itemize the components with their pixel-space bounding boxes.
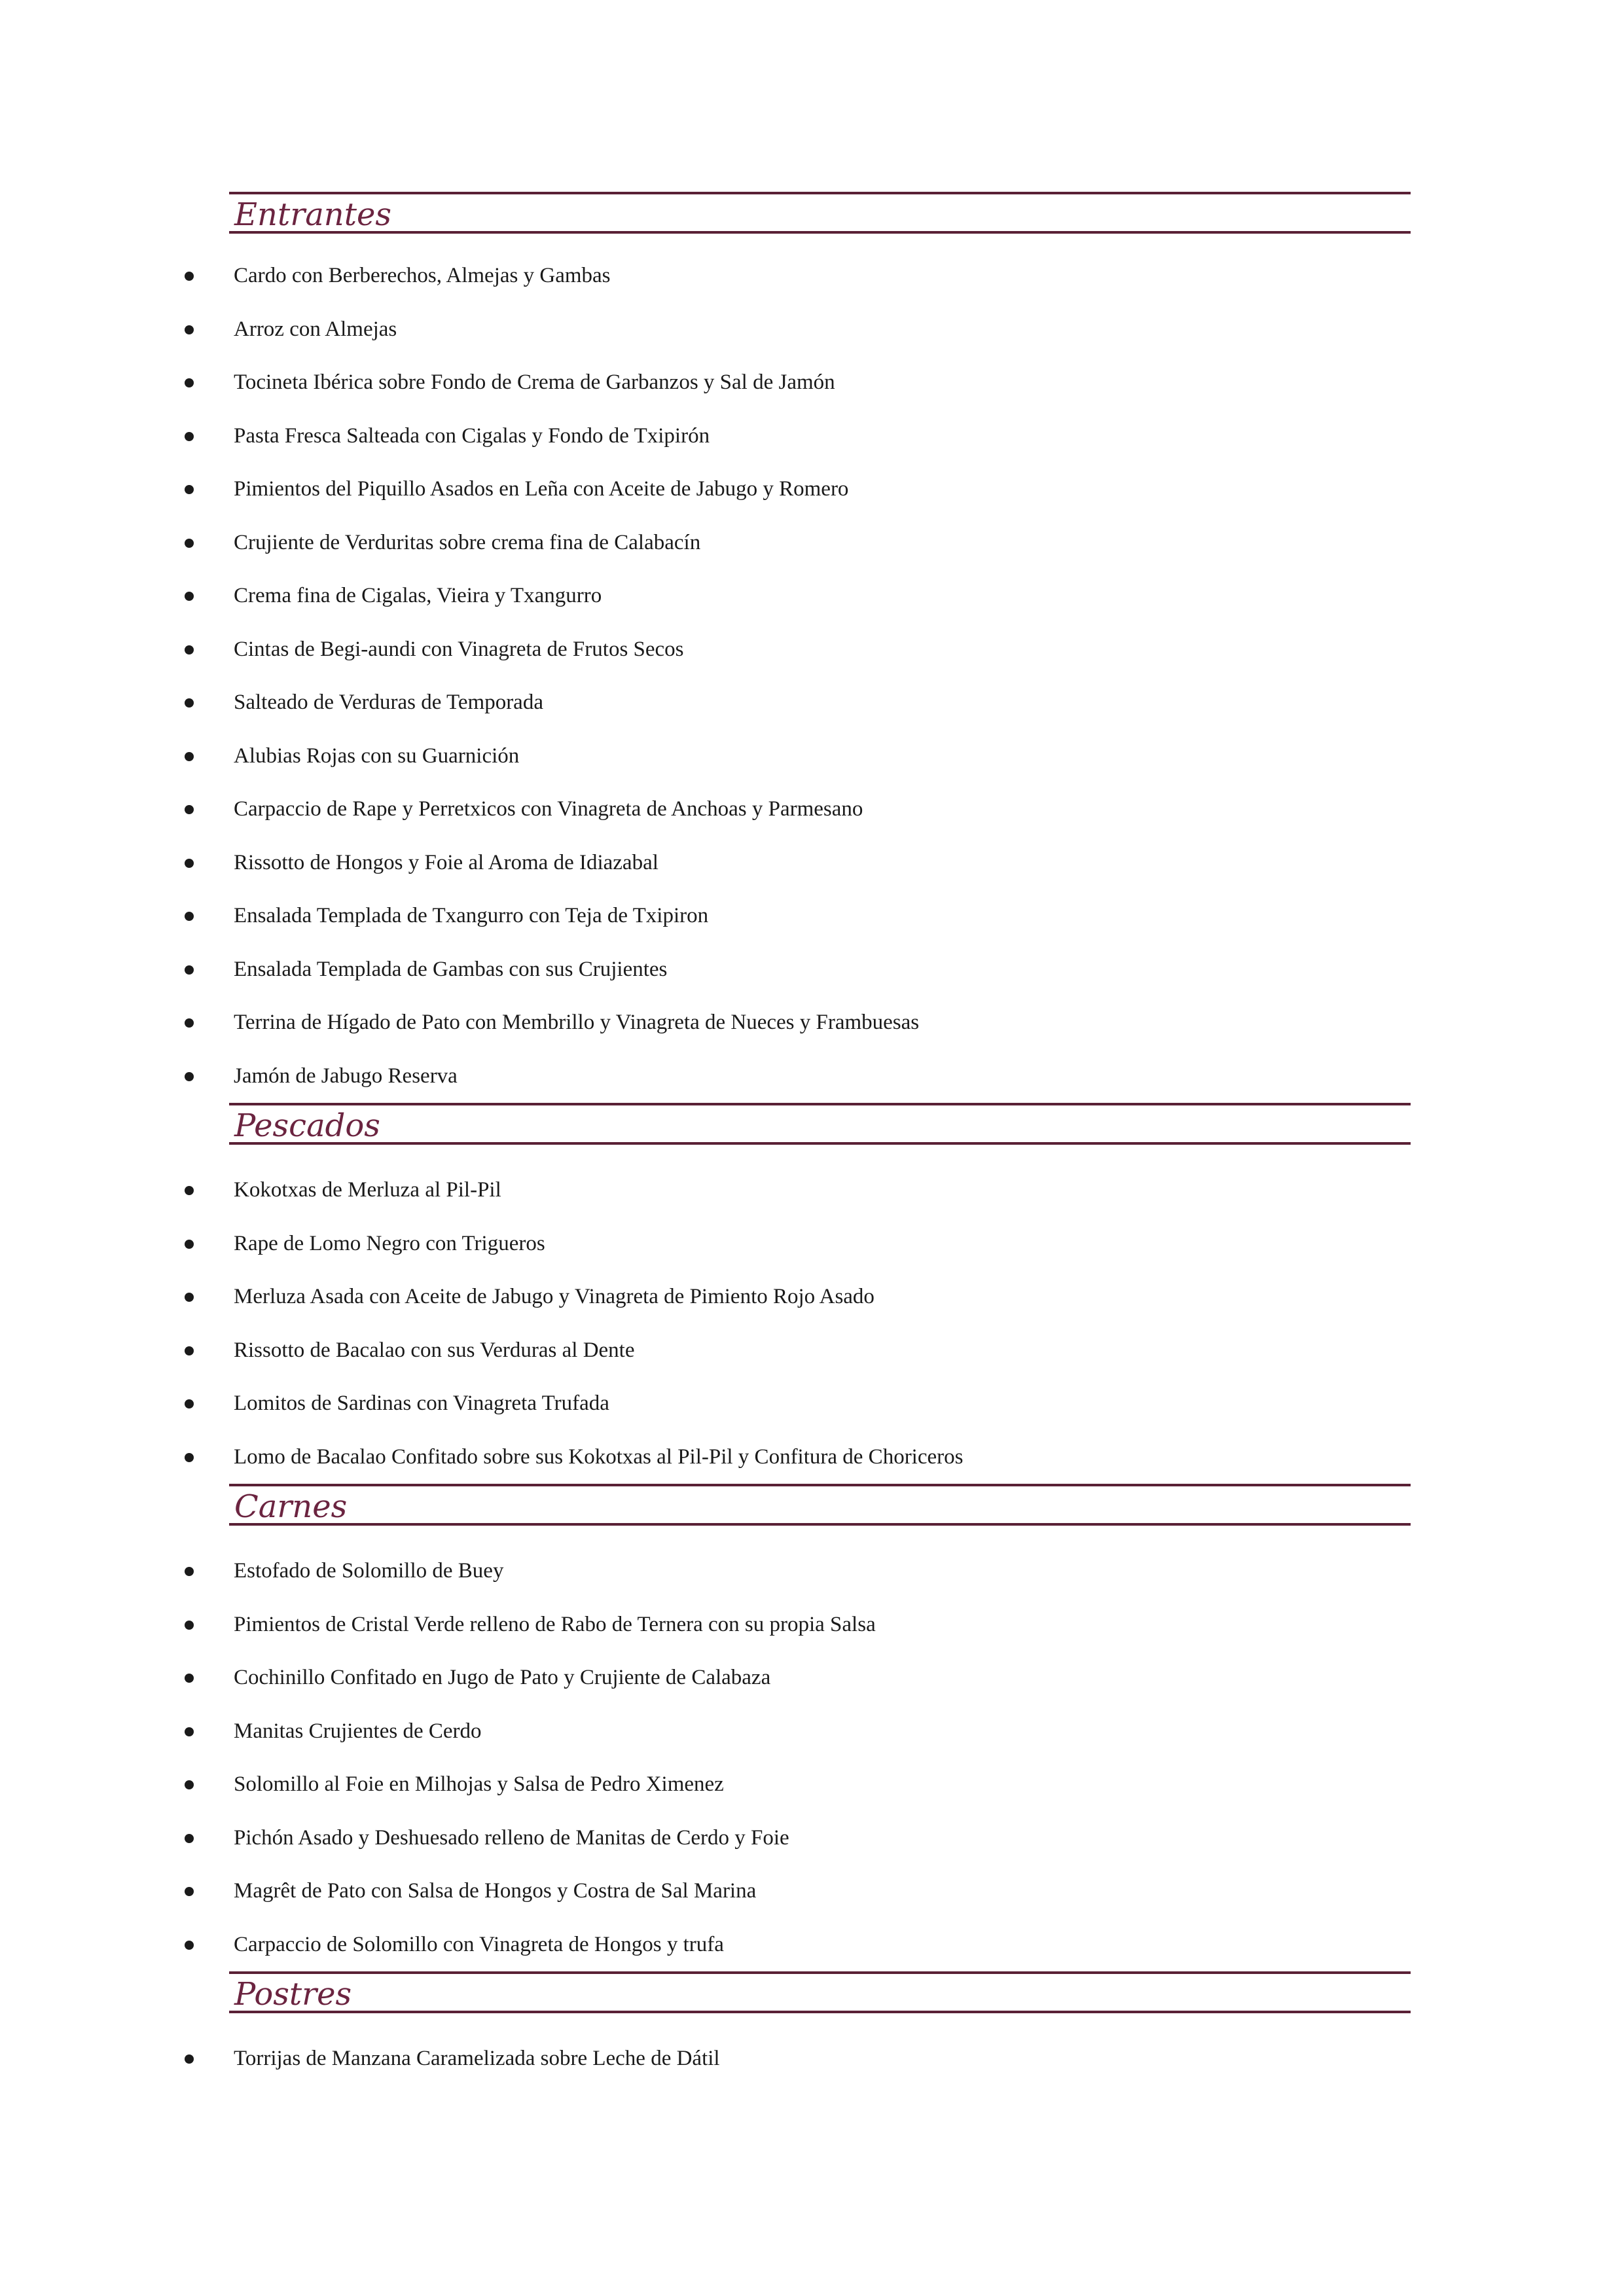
section-title-carnes: Carnes (234, 1488, 348, 1525)
bullet-icon (185, 1674, 194, 1683)
menu-item-text: Tocineta Ibérica sobre Fondo de Crema de Garbanzos y Sal de Jamón (234, 370, 835, 394)
menu-item-text: Lomitos de Sardinas con Vinagreta Trufada (234, 1391, 609, 1415)
list-item (0, 569, 1624, 623)
list-item (0, 463, 1624, 516)
bullet-icon (185, 1346, 194, 1355)
menu-item-text: Carpaccio de Rape y Perretxicos con Vinagreta de Anchoas y Parmesano (234, 797, 863, 821)
list-item (0, 1812, 1624, 1865)
list-item (0, 889, 1624, 943)
list-item (0, 1324, 1624, 1378)
list-item (0, 1598, 1624, 1652)
bullet-icon (185, 1887, 194, 1896)
bullet-icon (185, 912, 194, 921)
bullet-icon (185, 1453, 194, 1462)
bullet-icon (185, 1834, 194, 1843)
bullet-icon (185, 965, 194, 975)
menu-item-text: Lomo de Bacalao Confitado sobre sus Kokotxas al Pil-Pil y Confitura de Choriceros (234, 1444, 964, 1469)
menu-item-text: Rissotto de Hongos y Foie al Aroma de Idiazabal (234, 850, 659, 874)
menu-item-text: Kokotxas de Merluza al Pil-Pil (234, 1178, 501, 1202)
bullet-icon (185, 1186, 194, 1195)
section-header-carnes (229, 1484, 1411, 1526)
list-item (0, 1705, 1624, 1759)
list-item (0, 783, 1624, 836)
list-item (0, 1431, 1624, 1484)
list-item (0, 516, 1624, 570)
menu-item-text: Solomillo al Foie en Milhojas y Salsa de Pedro Ximenez (234, 1772, 724, 1796)
section-title-pescados: Pescados (234, 1107, 380, 1144)
list-item (0, 410, 1624, 463)
bullet-icon (185, 1018, 194, 1028)
section-header-pescados (229, 1103, 1411, 1145)
list-item (0, 303, 1624, 357)
bullet-icon (185, 1621, 194, 1630)
bullet-icon (185, 1567, 194, 1576)
list-item (0, 249, 1624, 303)
list-item (0, 1270, 1624, 1324)
bullet-icon (185, 1072, 194, 1081)
bullet-icon (185, 432, 194, 441)
bullet-icon (185, 1727, 194, 1736)
list-item (0, 1865, 1624, 1918)
bullet-icon (185, 272, 194, 281)
menu-item-text: Cardo con Berberechos, Almejas y Gambas (234, 264, 611, 287)
bullet-icon (185, 752, 194, 761)
list-item (0, 623, 1624, 677)
carnes-list (0, 1545, 1624, 1971)
bullet-icon (185, 378, 194, 387)
menu-item-text: Manitas Crujientes de Cerdo (234, 1719, 482, 1743)
list-item (0, 1918, 1624, 1972)
menu-item-text: Ensalada Templada de Txangurro con Teja de Txipiron (234, 904, 709, 927)
list-item (0, 1377, 1624, 1431)
list-item (0, 1651, 1624, 1705)
menu-item-text: Crema fina de Cigalas, Vieira y Txangurro (234, 584, 602, 607)
bullet-icon (185, 2054, 194, 2064)
bullet-icon (185, 539, 194, 548)
menu-item-text: Cochinillo Confitado en Jugo de Pato y Crujiente de Calabaza (234, 1666, 771, 1689)
menu-content (0, 192, 1624, 2086)
bullet-icon (185, 325, 194, 334)
menu-item-text: Rissotto de Bacalao con sus Verduras al Dente (234, 1338, 635, 1362)
menu-item-text: Salteado de Verduras de Temporada (234, 691, 543, 714)
menu-item-text: Terrina de Hígado de Pato con Membrillo y Vinagreta de Nueces y Frambuesas (234, 1011, 920, 1034)
bullet-icon (185, 1399, 194, 1408)
bullet-icon (185, 805, 194, 814)
menu-item-text: Cintas de Begi-aundi con Vinagreta de Frutos Secos (234, 637, 684, 661)
list-item (0, 996, 1624, 1050)
list-item (0, 1164, 1624, 1217)
list-item (0, 730, 1624, 783)
menu-item-text: Magrêt de Pato con Salsa de Hongos y Costra de Sal Marina (234, 1879, 757, 1903)
bullet-icon (185, 1780, 194, 1789)
menu-item-text: Jamón de Jabugo Reserva (234, 1064, 458, 1088)
entrantes-list (0, 249, 1624, 1103)
list-item (0, 836, 1624, 890)
bullet-icon (185, 859, 194, 868)
menu-item-text: Estofado de Solomillo de Buey (234, 1559, 504, 1583)
section-title-entrantes: Entrantes (234, 196, 392, 233)
pescados-list (0, 1164, 1624, 1484)
list-item (0, 2032, 1624, 2086)
menu-item-text: Pasta Fresca Salteada con Cigalas y Fondo de Txipirón (234, 423, 710, 448)
bullet-icon (185, 485, 194, 494)
list-item (0, 943, 1624, 997)
section-title-postres: Postres (234, 1976, 352, 2013)
menu-item-text: Carpaccio de Solomillo con Vinagreta de Hongos y trufa (234, 1932, 724, 1956)
menu-item-text: Alubias Rojas con su Guarnición (234, 744, 520, 768)
bullet-icon (185, 592, 194, 601)
postres-list (0, 2032, 1624, 2086)
section-header-postres (229, 1971, 1411, 2013)
list-item (0, 676, 1624, 730)
section-header-entrantes (229, 192, 1411, 234)
menu-item-text: Pimientos del Piquillo Asados en Leña con Aceite de Jabugo y Romero (234, 477, 849, 501)
menu-item-text: Merluza Asada con Aceite de Jabugo y Vinagreta de Pimiento Rojo Asado (234, 1285, 875, 1308)
bullet-icon (185, 698, 194, 708)
bullet-icon (185, 1240, 194, 1249)
list-item (0, 1758, 1624, 1812)
list-item (0, 1050, 1624, 1103)
bullet-icon (185, 645, 194, 655)
bullet-icon (185, 1941, 194, 1950)
bullet-icon (185, 1293, 194, 1302)
menu-item-text: Pimientos de Cristal Verde relleno de Rabo de Ternera con su propia Salsa (234, 1612, 876, 1636)
list-item (0, 1545, 1624, 1598)
menu-item-text: Rape de Lomo Negro con Trigueros (234, 1231, 545, 1255)
menu-item-text: Ensalada Templada de Gambas con sus Crujientes (234, 957, 668, 981)
list-item (0, 356, 1624, 410)
list-item (0, 1217, 1624, 1271)
menu-item-text: Torrijas de Manzana Caramelizada sobre Leche de Dátil (234, 2047, 720, 2070)
menu-item-text: Arroz con Almejas (234, 317, 397, 341)
menu-item-text: Crujiente de Verduritas sobre crema fina de Calabacín (234, 530, 701, 554)
menu-item-text: Pichón Asado y Deshuesado relleno de Manitas de Cerdo y Foie (234, 1825, 789, 1850)
